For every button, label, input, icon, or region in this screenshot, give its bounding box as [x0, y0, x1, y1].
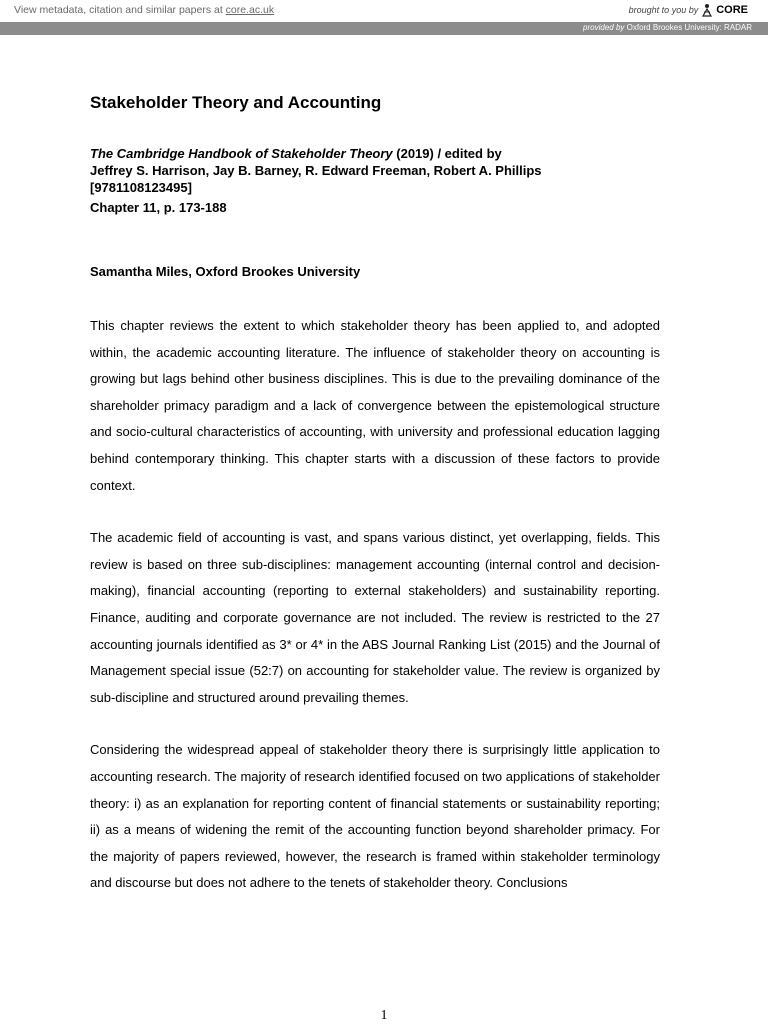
paragraph-1: This chapter reviews the extent to which stakeholder theory has been applied to, and adopted within, the academic accounting literature. The influence of stakeholder theory on accounting is growing but lags behind other business disciplines. This is due to the prevailing dominance of the shareholder primacy paradigm and a lack of convergence between the epistemological structure and socio-cultural characteristics of accounting, with university and professional education lagging behind contemporary thinking. This chapter starts with a discussion of these factors to provide context. — [90, 318, 660, 493]
core-metadata-text: View metadata, citation and similar papers at — [14, 4, 223, 16]
citation-editors: Jeffrey S. Harrison, Jay B. Barney, R. Edward Freeman, Robert A. Phillips — [90, 163, 542, 178]
citation-book-line — [90, 145, 660, 162]
core-provider-bar — [0, 22, 768, 35]
core-brought-by-text: brought to you by — [628, 5, 699, 15]
core-provided-by-source: Oxford Brookes University: RADAR — [626, 23, 752, 32]
document-title: Stakeholder Theory and Accounting — [90, 93, 382, 112]
citation-isbn: [9781108123495] — [90, 180, 192, 195]
chapter-info: Chapter 11, p. 173-188 — [90, 200, 227, 215]
citation-year-edited: (2019) / edited by — [392, 146, 502, 161]
author-line: Samantha Miles, Oxford Brookes University — [90, 264, 361, 279]
core-provided-by-label: provided by — [583, 23, 625, 32]
core-logo: CORE — [716, 4, 748, 16]
core-metadata-line — [14, 4, 274, 16]
citation-book-title: The Cambridge Handbook of Stakeholder Theory — [90, 146, 393, 161]
core-banner — [0, 0, 768, 22]
core-metadata-link[interactable]: core.ac.uk — [225, 4, 275, 16]
page-number: 1 — [380, 1008, 388, 1023]
paragraph-2: The academic field of accounting is vast, and spans various distinct, yet overlapping, fields. This review is based on three sub-disciplines: management accounting (internal control and decision-making), financial accounting (reporting to external stakeholders) and sustainability reporting. Finance, auditing and corporate governance are not included. The review is restricted to the 27 accounting journals identified as 3* or 4* in the ABS Journal Ranking List (2015) and the Journal of Management special issue (52:7) on accounting for stakeholder value. The review is organized by sub-discipline and structured around prevailing themes. — [90, 530, 660, 705]
paragraph-3: Considering the widespread appeal of stakeholder theory there is surprisingly little application to accounting research. The majority of research identified focused on two applications of stakeholder theory: i) as an explanation for reporting content of financial statements or sustainability reporting; ii) as a means of widening the remit of the accounting function beyond shareholder primacy. For the majority of papers reviewed, however, the research is framed within stakeholder terminology and discourse but does not adhere to the tenets of stakeholder theory. Conclusions — [90, 742, 660, 891]
core-provided-by — [583, 23, 752, 32]
document-body — [90, 92, 660, 897]
core-brought-by[interactable] — [629, 3, 748, 17]
core-logo-icon — [701, 3, 713, 17]
citation-block — [90, 145, 660, 196]
